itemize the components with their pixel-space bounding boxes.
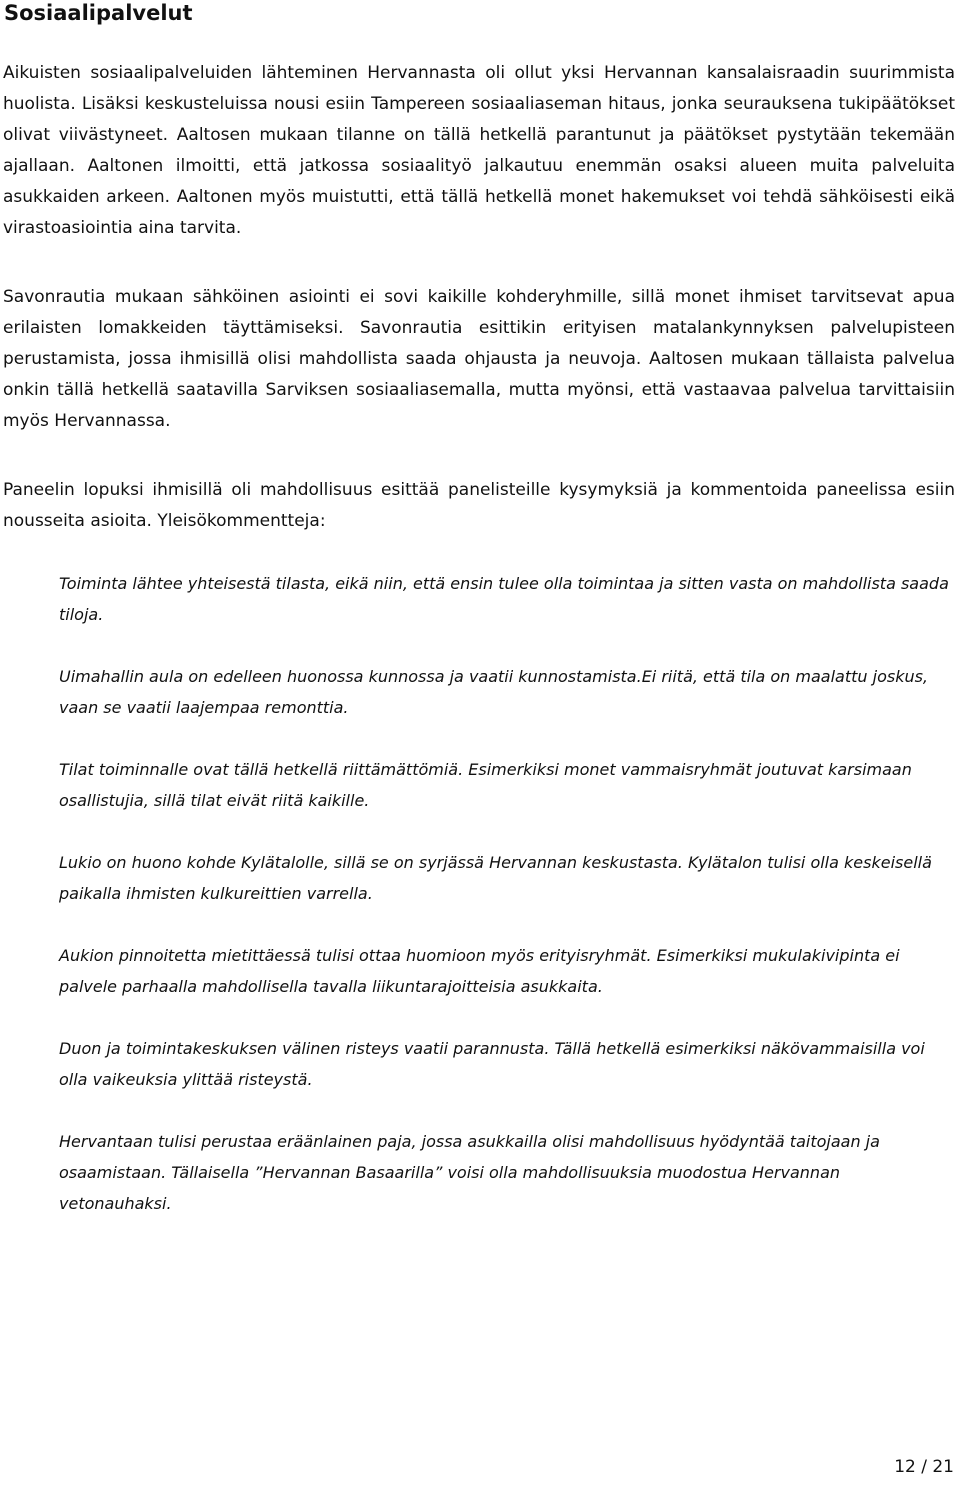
audience-comment: Aukion pinnoitetta mietittäessä tulisi ottaa huomioon myös erityisryhmät. Esimerkiksi mukulakivipinta ei palvele parhaalla mahdollisella tavalla liikuntarajoitteisia asukkaita. <box>59 946 900 996</box>
audience-comments <box>59 568 949 1250</box>
page-number: 12 / 21 <box>894 1457 954 1477</box>
body-paragraph: Savonrautia mukaan sähköinen asiointi ei sovi kaikille kohderyhmille, sillä monet ihmiset tarvitsevat apua erilaisten lomakkeiden täyttämiseksi. Savonrautia esittikin erityisen matalankynnyksen palvelupisteen perustamista, jossa ihmisillä olisi mahdollista saada ohjausta ja neuvoja. Aaltosen mukaan tällaista palvelua onkin tällä hetkellä saatavilla Sarviksen sosiaaliasemalla, mutta myönsi, että vastaavaa palvelua tarvittaisiin myös Hervannassa. <box>3 287 955 431</box>
body-paragraph: Aikuisten sosiaalipalveluiden lähteminen Hervannasta oli ollut yksi Hervannan kansalaisraadin suurimmista huolista. Lisäksi keskusteluissa nousi esiin Tampereen sosiaaliaseman hitaus, jonka seurauksena tukipäätökset olivat viivästyneet. Aaltosen mukaan tilanne on tällä hetkellä parantunut ja päätökset pystytään tekemään ajallaan. Aaltonen ilmoitti, että jatkossa sosiaalityö jalkautuu enemmän osaksi alueen muita palveluita asukkaiden arkeen. Aaltonen myös muistutti, että tällä hetkellä monet hakemukset voi tehdä sähköisesti eikä virastoasiointia aina tarvita. <box>3 63 955 238</box>
audience-comment: Duon ja toimintakeskuksen välinen risteys vaatii parannusta. Tällä hetkellä esimerkiksi näkövammaisilla voi olla vaikeuksia ylittää risteystä. <box>59 1039 925 1089</box>
audience-comment: Lukio on huono kohde Kylätalolle, sillä se on syrjässä Hervannan keskustasta. Kylätalon tulisi olla keskeisellä paikalla ihmisten kulkureittien varrella. <box>59 853 932 903</box>
audience-comment: Toiminta lähtee yhteisestä tilasta, eikä niin, että ensin tulee olla toimintaa ja sitten vasta on mahdollista saada tiloja. <box>59 574 949 624</box>
audience-comment: Tilat toiminnalle ovat tällä hetkellä riittämättömiä. Esimerkiksi monet vammaisryhmät joutuvat karsimaan osallistujia, sillä tilat eivät riitä kaikille. <box>59 760 912 810</box>
audience-comment: Hervantaan tulisi perustaa eräänlainen paja, jossa asukkailla olisi mahdollisuus hyödyntää taitojaan ja osaamistaan. Tällaisella ”Hervannan Basaarilla” voisi olla mahdollisuuksia muodostua Hervannan vetonauhaksi. <box>59 1132 880 1213</box>
page-title: Sosiaalipalvelut <box>4 1 193 25</box>
audience-comment: Uimahallin aula on edelleen huonossa kunnossa ja vaatii kunnostamista.Ei riitä, että tila on maalattu joskus, vaan se vaatii laajempaa remonttia. <box>59 667 929 717</box>
body-paragraph: Paneelin lopuksi ihmisillä oli mahdollisuus esittää panelisteille kysymyksiä ja kommentoida paneelissa esiin nousseita asioita. Yleisökommentteja: <box>3 480 955 531</box>
